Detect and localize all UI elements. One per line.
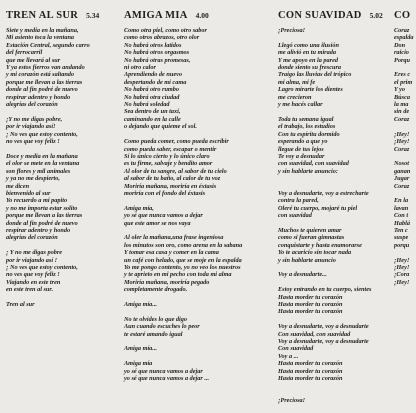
song-title: CO [394,10,411,21]
song-heading [394,10,416,21]
song-lyrics: Siete y media en la mañana, Mi asiento toca la ventana Estación Central, segundo carro del ferrocarril que me llevará al sur Y ya estos fierros van andando y mi corazón está saltando porque me llevan a las tierras donde al fin podré de nuevo respirar adentro y hondo alegrías del corazón ¡Y no me digas pobre, por ir viajando así! ¡ No ves que estoy contento, no ves que voy feliz ! Doce y media en la mañana el olor se mete en la ventana son flores y mil animales y ya no me despierto, me dicen bienvenido al sur Yo recuerdo a mi papito y no me importa estar solito porque me llevan a las tierras donde al fin podré de nuevo respirar adentro y hondo alegrías del corazón ¡ Y no me digas pobre por ir viajando así ! ¡ No ves que estoy contento, no ves que voy feliz ! Viajando en este tren en este tren al sur. Tren al sur [6,27,90,309]
song-title: AMIGA MIA [124,10,188,21]
song-column-tren-al-sur [6,10,108,308]
song-heading [278,10,402,21]
song-title: CON SUAVIDAD [278,10,362,21]
song-duration: 4.00 [195,11,209,20]
song-heading [6,10,108,21]
song-lyrics: Coraz espalda Don raicio Porqu Eres c el prim Y yo Búsca la ma sin de Coraz ¡Hey! ¡Hey! Coraz Nosot ganan Jugar Coraz En la lavan Con t Hablá Ten c suspe porqu ¡Hey! ¡Hey! ¡Cora ¡Hey! [394,27,414,286]
song-heading [124,10,259,21]
song-title: TREN AL SUR [6,10,79,21]
song-column-con-suavidad [278,10,402,405]
song-lyrics: ¡Preciosa! Llegó como una ilusión me alivió en tu mirada Y me apoyo en la pared donde siento su frescura Traigo las lluvias del trópico mi alma, mi fe Lagro mirarte los dientes me crecieron y me hacés callar Toda tu semana igual el trabajo, los estudios Con tu espíritu dormido esperando a que yo llegue de tus lejos Te voy a desnudar con suavidad, con suavidad y sin hablarte anuncio: Voy a desnudarte, voy a estrecharte contra la pared, Oleré tu cuerpo, mojaré tu piel con suavidad Muchos te quieren amar como si fueran gimnastas conquistarte y hasta enamorarse Yo te acaricio sin tocar nada y sin hablarte anuncio Voy a desnudarte... Estoy entrando en tu cuerpo, sientes Hasta morder tu corazón Hasta morder tu corazón Hasta morder tu corazón Voy a desnudarte, voy a desnudarte Con suavidad, con suavidad Voy a desnudarte, voy a desnudarte Con suavidad Voy a ... Hasta morder tu corazón Hasta morder tu corazón Hasta morder tu corazón ¡Preciosa! [278,27,372,405]
song-column-cropped [394,10,416,286]
song-lyrics: Como otra piel, como otro sabor como otros abrazos, otro olor No habrá otros latidos No habrá otros orgasmos No habrá otras promesas, ni otro calor Aprendiendo de nuevo despertando de mi cama No habrá otro rumbo No habrá otra ciudad No habrá soledad Sea dentro de un taxi, caminando en la calle o dejando que quieme el sol. Como pueda comer, como pueda escribir como pueda saber, escapar o mentir Sí lo único cierto y lo único claro es tu firme, salvaje y bendito amor Al olor de tu sangre, al sabor de tu cielo al sabor de tu baño, al calor de tu voz Moriría mañana, moriría en éxtasis moriría con el fondo del éxtasis Amiga mía, yo sé que nunca vamos a dejar que este amor se nos vaya Al oler la mañana,una frase ingeniosa los minutos son oro, como arena en la sabana Y tomar esa casa y comer en la cama un café con helado, que se moje en la espalda Yo me pongo contento, yo no veo los nuestros y te aprieto en mi pecho con toda mi alma Moriría mañana, moriría pegado completamente drogado. Amiga mía... No te olvides lo que digo Aun cuando escuches lo peor te estaré amando igual Amiga mía... Amiga mía yo sé que nunca vamos a dejar yo sé que nunca vamos a dejar ... [124,27,243,383]
song-column-amiga-mia [124,10,259,383]
song-duration: 5.34 [86,11,100,20]
song-duration: 5.02 [369,11,383,20]
